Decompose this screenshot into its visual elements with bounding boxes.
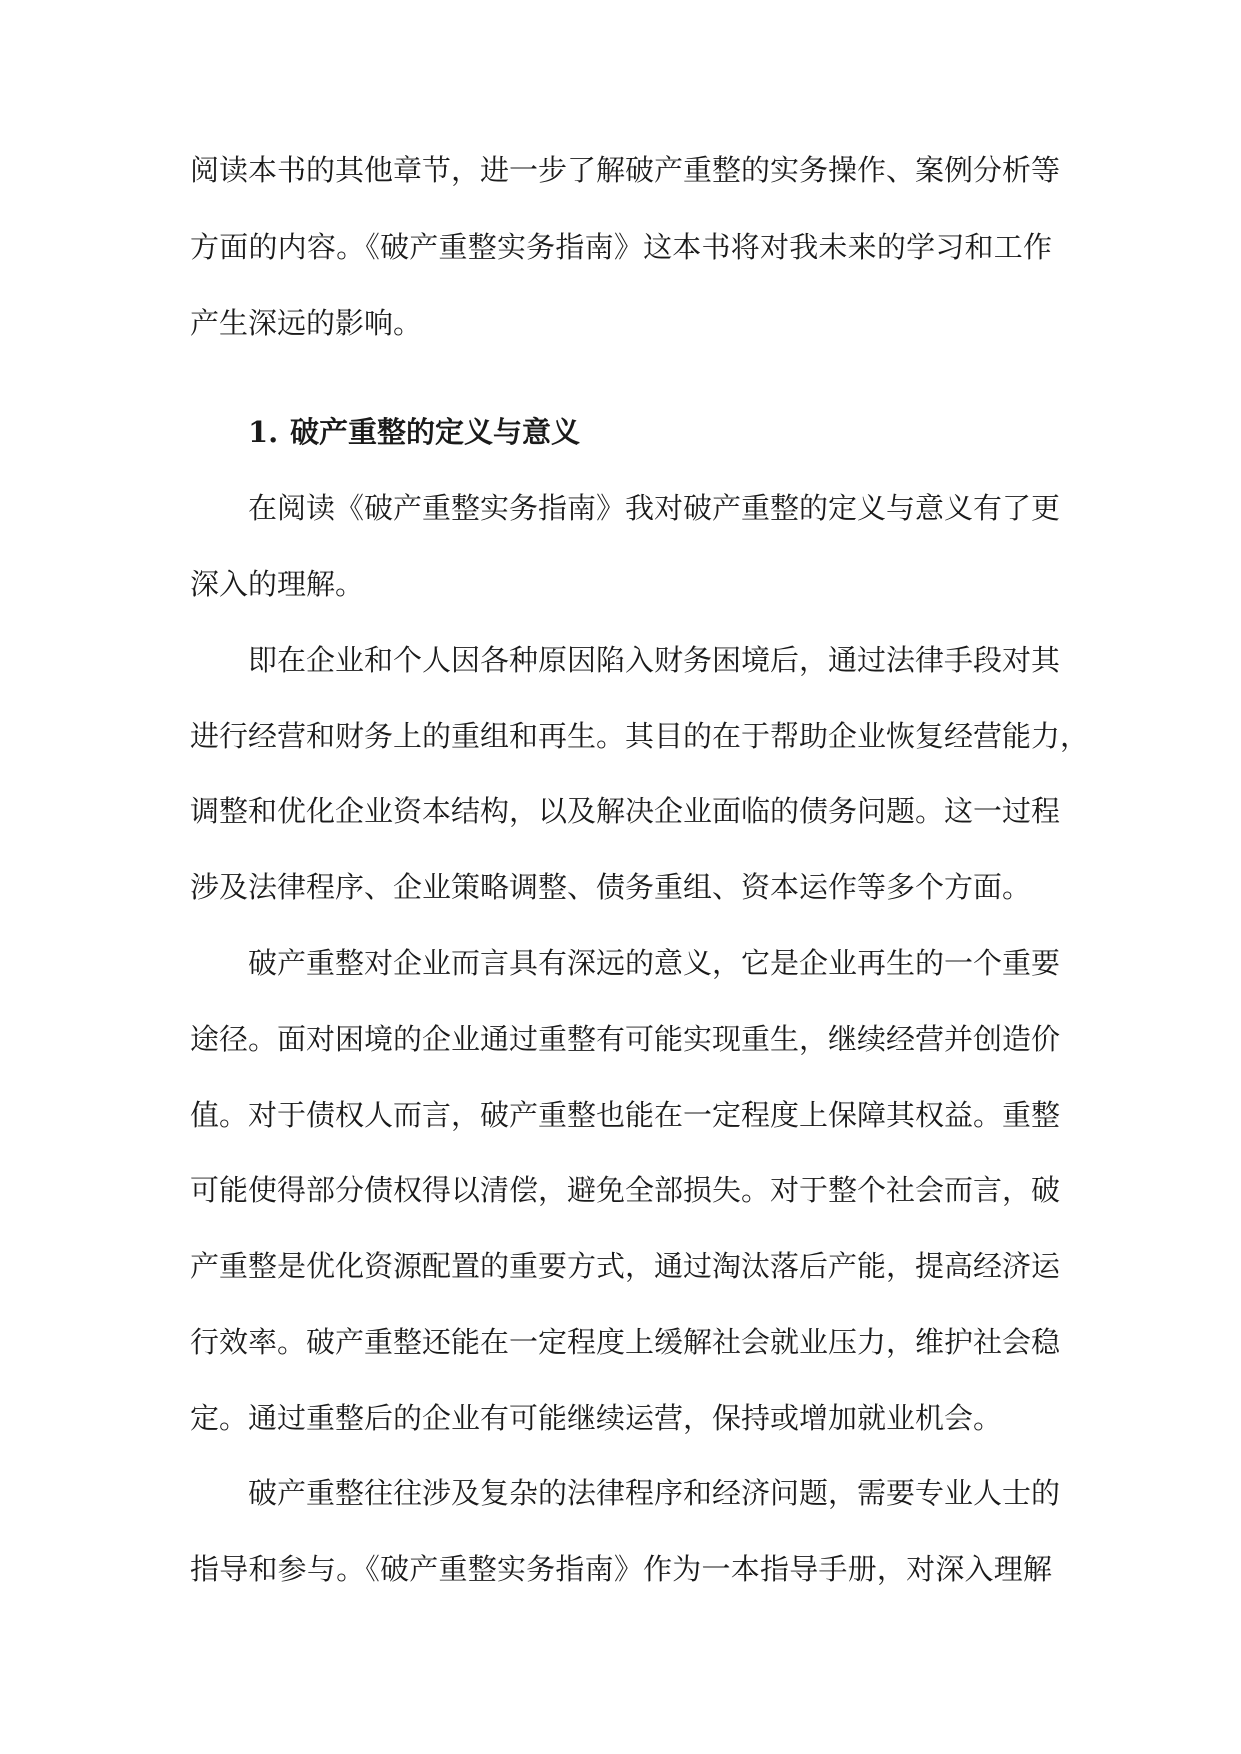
text-line: 指导和参与。《破产重整实务指南》作为一本指导手册，对深入理解	[190, 1552, 1052, 1586]
text-line: 行效率。破产重整还能在一定程度上缓解社会就业压力，维护社会稳	[190, 1325, 1061, 1359]
text-line: 方面的内容。《破产重整实务指南》这本书将对我未来的学习和工作	[190, 230, 1052, 264]
text-line: 在阅读《破产重整实务指南》我对破产重整的定义与意义有了更	[248, 491, 1061, 525]
text-line: 阅读本书的其他章节，进一步了解破产重整的实务操作、案例分析等	[190, 153, 1061, 187]
text-line: 产重整是优化资源配置的重要方式，通过淘汰落后产能，提高经济运	[190, 1249, 1061, 1283]
text-line: 途径。面对困境的企业通过重整有可能实现重生，继续经营并创造价	[190, 1022, 1061, 1056]
text-line: 定。通过重整后的企业有可能继续运营，保持或增加就业机会。	[190, 1401, 1003, 1435]
text-line: 破产重整对企业而言具有深远的意义，它是企业再生的一个重要	[248, 946, 1061, 980]
text-line: 值。对于债权人而言，破产重整也能在一定程度上保障其权益。重整	[190, 1098, 1061, 1132]
text-line: 即在企业和个人因各种原因陷入财务困境后，通过法律手段对其	[248, 643, 1061, 677]
section-title: 破产重整的定义与意义	[290, 415, 581, 449]
section-heading	[248, 414, 580, 450]
text-line: 破产重整往往涉及复杂的法律程序和经济问题，需要专业人士的	[248, 1476, 1061, 1510]
text-line: 涉及法律程序、企业策略调整、债务重组、资本运作等多个方面。	[190, 870, 1032, 904]
text-line: 进行经营和财务上的重组和再生。其目的在于帮助企业恢复经营能力，	[190, 719, 1090, 753]
text-line: 可能使得部分债权得以清偿，避免全部损失。对于整个社会而言，破	[190, 1173, 1061, 1207]
section-number: 1.	[248, 415, 279, 449]
text-line: 产生深远的影响。	[190, 306, 423, 340]
text-line: 调整和优化企业资本结构，以及解决企业面临的债务问题。这一过程	[190, 794, 1061, 828]
text-line: 深入的理解。	[190, 567, 365, 601]
